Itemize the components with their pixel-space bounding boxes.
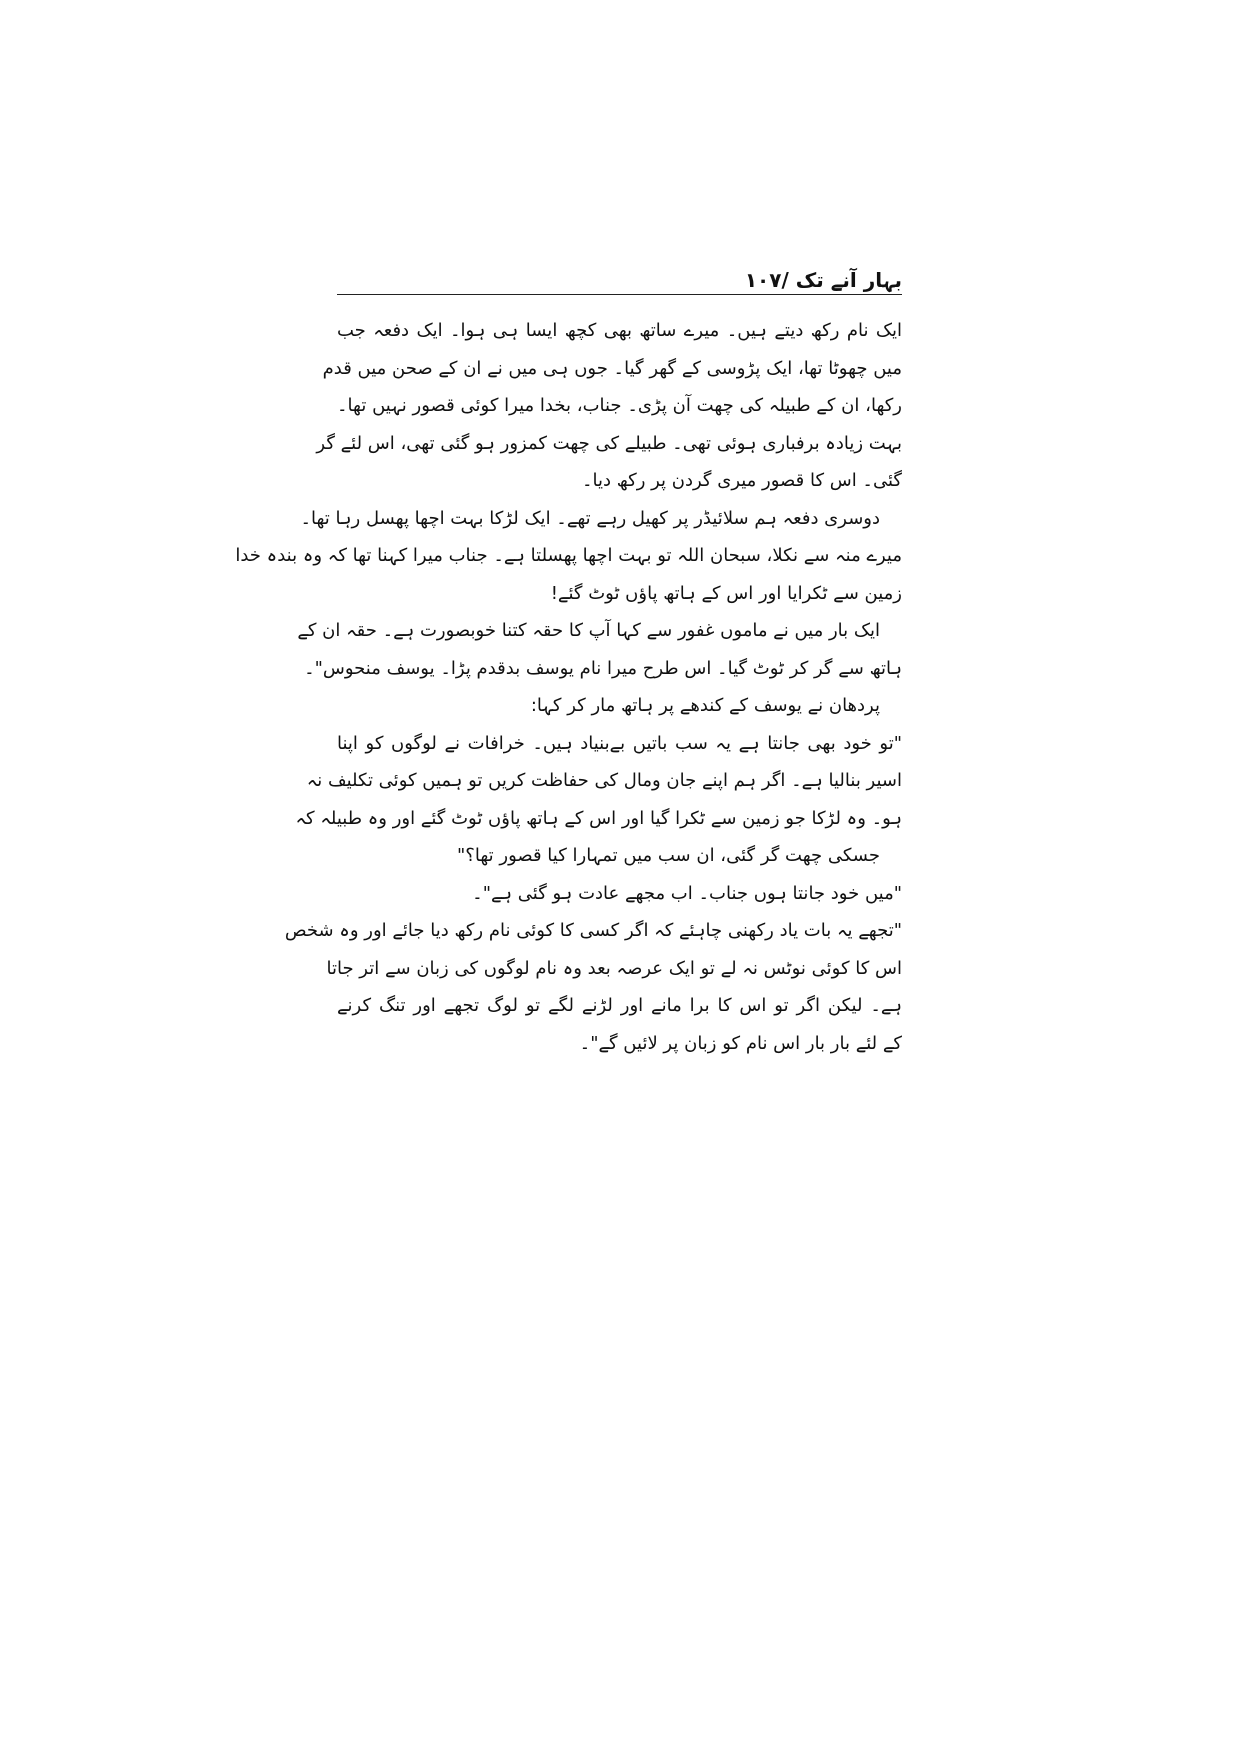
text-line: ہاتھ سے گر کر ٹوٹ گیا۔ اس طرح میرا نام یوسف بدقدم پڑا۔ یوسف منحوس"۔ [304,657,902,679]
running-head: بہار آنے تک /۱۰۷ [744,268,902,292]
text-line: رکھا، ان کے طبیلہ کی چھت آن پڑی۔ جناب، بخدا میرا کوئی قصور نہیں تھا۔ [337,395,902,416]
text-line: "تو خود بھی جانتا ہے یہ سب باتیں بےبنیاد ہیں۔ خرافات نے لوگوں کو اپنا [337,732,902,754]
text-line: اسیر بنالیا ہے۔ اگر ہم اپنے جان ومال کی حفاظت کریں تو ہمیں کوئی تکلیف نہ [306,770,902,791]
header-rule [337,294,902,295]
text-line: ہے۔ لیکن اگر تو اس کا برا مانے اور لڑنے لگے تو لوگ تجھے اور تنگ کرنے [337,995,902,1016]
text-line: بہت زیادہ برفباری ہوئی تھی۔ طبیلے کی چھت کمزور ہو گئی تھی، اس لئے گر [316,432,902,454]
text-line: جسکی چھت گر گئی، ان سب میں تمہارا کیا قصور تھا؟" [457,845,880,866]
text-line: "تجھے یہ بات یاد رکھنی چاہئے کہ اگر کسی کا کوئی نام رکھ دیا جائے اور وہ شخص [284,920,902,941]
text-line: کے لئے بار بار اس نام کو زبان پر لائیں گے"۔ [579,1032,902,1054]
text-line: ایک بار میں نے ماموں غفور سے کہا آپ کا حقہ کتنا خوبصورت ہے۔ حقہ ان کے [297,620,880,641]
text-line: "میں خود جانتا ہوں جناب۔ اب مجھے عادت ہو گئی ہے"۔ [472,882,902,904]
text-line: اس کا کوئی نوٹس نہ لے تو ایک عرصہ بعد وہ نام لوگوں کی زبان سے اتر جاتا [326,957,902,979]
body-text [235,312,902,1062]
text-line: پردھان نے یوسف کے کندھے پر ہاتھ مار کر کہا: [530,695,880,716]
text-line: گئی۔ اس کا قصور میری گردن پر رکھ دیا۔ [581,470,902,491]
text-line: میں چھوٹا تھا، ایک پڑوسی کے گھر گیا۔ جوں ہی میں نے ان کے صحن میں قدم [322,357,902,379]
text-line: زمین سے ٹکرایا اور اس کے ہاتھ پاؤں ٹوٹ گئے! [550,582,902,604]
text-line: ہو۔ وہ لڑکا جو زمین سے ٹکرا گیا اور اس کے ہاتھ پاؤں ٹوٹ گئے اور وہ طبیلہ کہ [295,807,902,829]
text-line: ایک نام رکھ دیتے ہیں۔ میرے ساتھ بھی کچھ ایسا ہی ہوا۔ ایک دفعہ جب [337,320,902,341]
text-line: میرے منہ سے نکلا، سبحان اللہ تو بہت اچھا پھسلتا ہے۔ جناب میرا کہنا تھا کہ وہ بندہ خدا [235,545,902,566]
page-header [337,270,902,290]
text-line: دوسری دفعہ ہم سلائیڈر پر کھیل رہے تھے۔ ایک لڑکا بہت اچھا پھسل رہا تھا۔ [300,507,880,529]
